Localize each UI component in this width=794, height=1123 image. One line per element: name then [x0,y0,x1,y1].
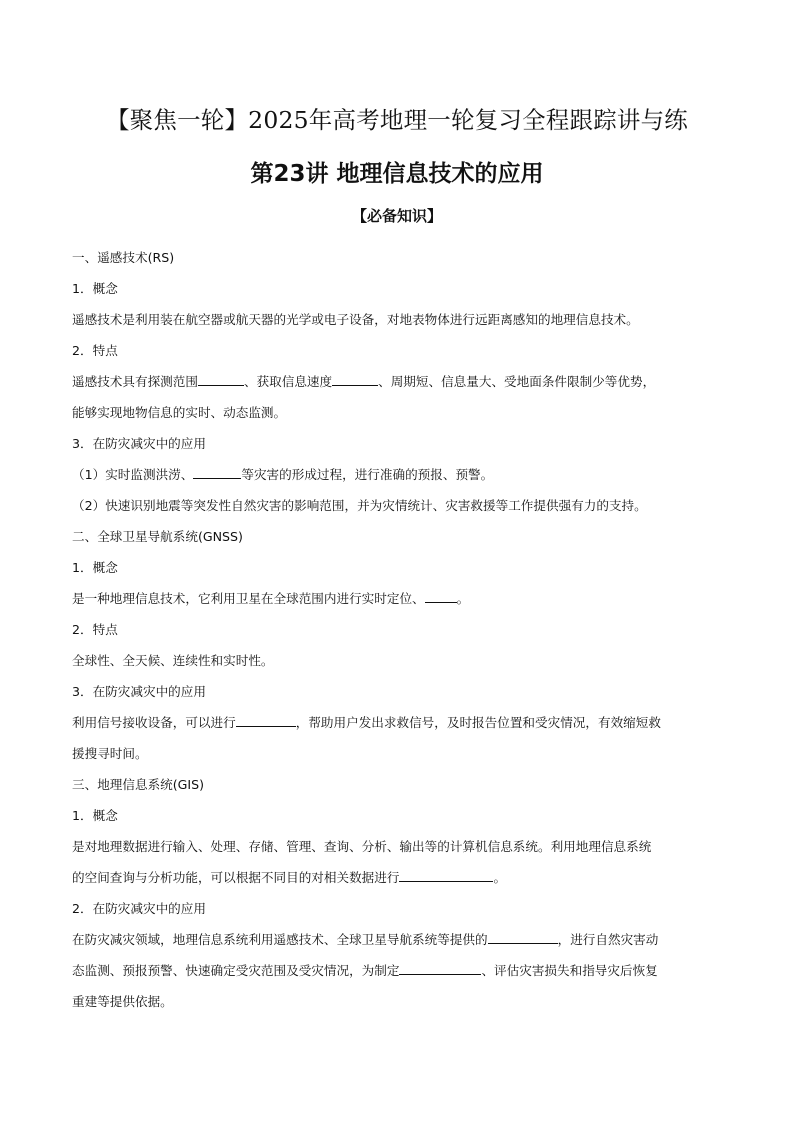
subheading-features: 2．特点 [72,343,118,358]
fill-blank[interactable] [399,869,493,882]
fill-blank[interactable] [425,590,457,603]
text-segment: 。 [456,591,470,606]
subheading-features: 2．特点 [72,622,118,637]
paragraph-line: 援搜寻时间。 [72,746,148,761]
paragraph-line [72,373,724,390]
fill-blank[interactable] [236,714,296,727]
subheading-concept: 1．概念 [72,560,118,575]
text-segment: ，进行自然灾害动 [557,932,659,947]
fill-blank[interactable] [399,962,481,975]
text-segment: 、获取信息速度 [243,374,333,389]
text-segment: 在防灾减灾领域，地理信息系统利用遥感技术、全球卫星导航系统等提供的 [72,932,488,947]
text-segment: 等灾害的形成过程，进行准确的预报、预警。 [241,467,494,482]
subheading-application: 3．在防灾减灾中的应用 [72,436,206,451]
section-heading-gnss: 二、全球卫星导航系统(GNSS) [72,529,243,544]
fill-blank[interactable] [193,466,241,479]
text-segment: 。 [493,870,507,885]
paragraph-line: 能够实现地物信息的实时、动态监测。 [72,405,287,420]
text-segment: 利用信号接收设备，可以进行 [72,715,236,730]
section-heading-rs: 一、遥感技术(RS) [72,250,175,265]
text-segment: 是一种地理信息技术，它利用卫星在全球范围内进行实时定位、 [72,591,425,606]
fill-blank[interactable] [332,373,378,386]
paragraph-line: （2）快速识别地震等突发性自然灾害的影响范围，并为灾情统计、灾害救援等工作提供强有力的支持。 [72,498,647,513]
subheading-application: 2．在防灾减灾中的应用 [72,901,206,916]
text-segment: （1）实时监测洪涝、 [72,467,194,482]
fill-blank[interactable] [488,931,558,944]
paragraph-line [72,590,724,607]
paragraph-line: 重建等提供依据。 [72,994,173,1009]
paragraph-line [72,466,724,483]
paragraph-text: 遥感技术是利用装在航空器或航天器的光学或电子设备，对地表物体进行远距离感知的地理信息技术。 [72,312,639,327]
lecture-title: 第23讲 地理信息技术的应用 [250,161,544,187]
text-segment: 态监测、预报预警、快速确定受灾范围及受灾情况，为制定 [72,963,400,978]
subheading-concept: 1．概念 [72,281,118,296]
text-segment: 、周期短、信息量大、受地面条件限制少等优势， [378,374,656,389]
paragraph-line [72,869,724,886]
paragraph-line [72,714,724,731]
paragraph-line [72,962,724,979]
text-segment: ，帮助用户发出求救信号，及时报告位置和受灾情况，有效缩短救 [295,715,661,730]
text-segment: 遥感技术具有探测范围 [72,374,198,389]
text-segment: 的空间查询与分析功能，可以根据不同目的对相关数据进行 [72,870,400,885]
paragraph-line [72,931,724,948]
paragraph-line: 是对地理数据进行输入、处理、存储、管理、查询、分析、输出等的计算机信息系统。利用地理信息系统 [72,839,652,854]
paragraph-line: 全球性、全天候、连续性和实时性。 [72,653,274,668]
text-segment: 、评估灾害损失和指导灾后恢复 [481,963,658,978]
document-title: 【聚焦一轮】2025年高考地理一轮复习全程跟踪讲与练 [105,106,688,134]
section-tag: 【必备知识】 [351,207,442,225]
subheading-concept: 1．概念 [72,808,118,823]
subheading-application: 3．在防灾减灾中的应用 [72,684,206,699]
section-heading-gis: 三、地理信息系统(GIS) [72,777,205,792]
fill-blank[interactable] [198,373,244,386]
